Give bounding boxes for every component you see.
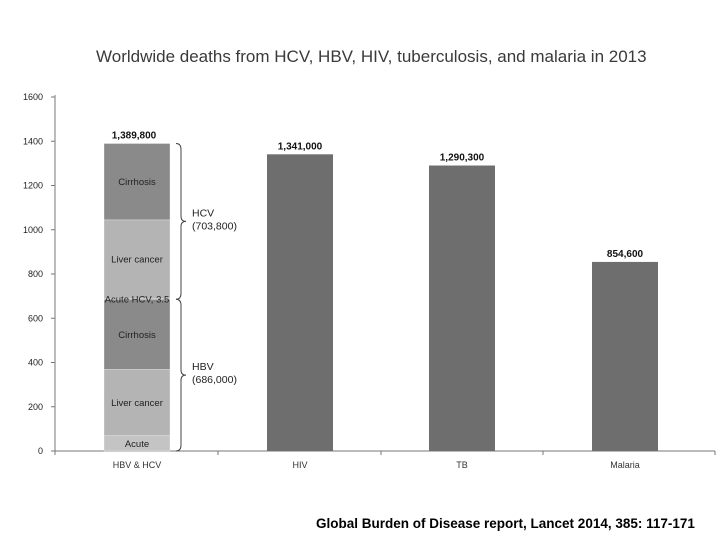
segment-label: Acute	[124, 438, 150, 450]
segment-label: Liver cancer	[111, 398, 163, 410]
source-citation: Global Burden of Disease report, Lancet 2014, 385: 117-171	[316, 516, 695, 531]
y-tick-label: 400	[27, 357, 43, 368]
data-label: 1,389,800	[111, 130, 157, 142]
brace	[176, 299, 186, 451]
segment-label: Liver cancer	[111, 254, 163, 266]
segment-label: Cirrhosis	[118, 329, 156, 341]
brace	[176, 144, 186, 300]
y-tick-label: 600	[27, 313, 43, 324]
group-annotation: HBV	[192, 361, 214, 374]
y-tick-label: 200	[27, 401, 43, 412]
bar	[429, 166, 495, 451]
group-annotation: HCV	[192, 207, 215, 220]
group-annotation: (703,800)	[192, 220, 237, 233]
data-label: 854,600	[606, 248, 644, 260]
y-tick-label: 800	[27, 269, 43, 279]
x-category-label: HIV	[292, 460, 308, 470]
y-tick-label: 1400	[22, 136, 43, 147]
bar	[592, 262, 658, 451]
x-category-label: TB	[456, 460, 468, 470]
y-tick-label: 1200	[22, 180, 43, 191]
x-category-label: Malaria	[610, 460, 640, 470]
y-tick-label: 0	[37, 446, 43, 456]
y-tick-label: 1000	[22, 224, 43, 235]
bar	[267, 154, 333, 451]
chart-title: Worldwide deaths from HCV, HBV, HIV, tuberculosis, and malaria in 2013	[96, 47, 647, 66]
y-tick-label: 1600	[22, 92, 43, 102]
group-annotation: (686,000)	[192, 374, 237, 387]
segment-label: Acute HCV, 3.5	[104, 294, 170, 306]
chart-labels	[105, 131, 644, 470]
data-label: 1,290,300	[439, 152, 485, 164]
data-label: 1,341,000	[277, 141, 323, 153]
chart-marks	[104, 144, 658, 451]
segment-label: Cirrhosis	[118, 177, 156, 189]
x-category-label: HBV & HCV	[112, 460, 162, 470]
